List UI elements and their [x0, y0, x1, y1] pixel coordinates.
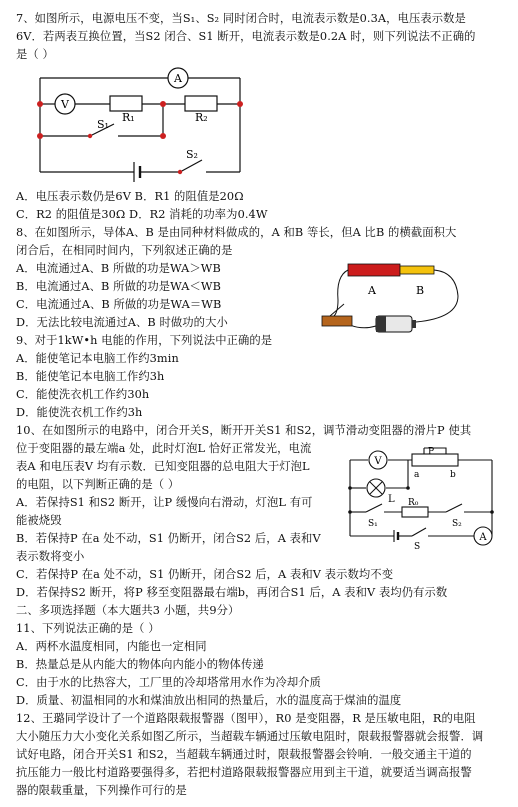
- q10-s-label: S: [414, 542, 421, 550]
- q10-slider-label: P: [428, 447, 435, 457]
- q8-option-c: C．电流通过A、B 所做的功是WA＝WB: [16, 298, 222, 311]
- q11-option-d: D．质量、初温相同的水和煤油放出相同的热量后，水的温度高于煤油的温度: [16, 694, 402, 707]
- q10-s2-label: S₂: [452, 519, 462, 529]
- q11-option-a: A．两杯水温度相同，内能也一定相同: [16, 640, 207, 653]
- q10-option-b-line-2: 表示数将变小: [16, 550, 85, 563]
- q10-option-a-line-1: A．若保持S1 和S2 断开，让P 缓慢向右滑动，灯泡L 有可: [16, 496, 313, 509]
- q12-stem-line-4: 抗压能力一般比村道路要强得多，若把村道路限载报警器应用到主干道，就要适当调高报警: [16, 766, 472, 779]
- q10-stem-line-2: 位于变阻器的最左端a 处，此时灯泡L 恰好正常发光，电流: [16, 442, 312, 455]
- q10-stem-line-1: 10、在如图所示的电路中，闭合开关S，断开开关S1 和S2，调节滑动变阻器的滑片P 使其: [16, 424, 472, 437]
- q8-label-b: B: [416, 284, 425, 297]
- q7-stem-line-3: 是（ ）: [16, 48, 54, 61]
- q9-option-c: C．能使洗衣机工作约30h: [16, 388, 150, 401]
- q10-r0-label: R₀: [408, 498, 419, 508]
- q10-circuit-diagram: [342, 446, 506, 550]
- q10-end-b-label: b: [450, 470, 456, 480]
- q7-stem-line-2: 6V．若两表互换位置，当S2 闭合、S1 断开，电流表示数是0.2A 时，则下列说法不正确的: [16, 30, 476, 43]
- q7-options-line-2: C．R2 的阻值是30Ω D．R2 消耗的功率为0.4W: [16, 208, 268, 221]
- q11-option-b: B．热量总是从内能大的物体向内能小的物体传递: [16, 658, 264, 671]
- q12-stem-line-3: 试好电路，闭合开关S1 和S2，当超载车辆通过时，限载报警器会铃响．一般交通主干道的: [16, 748, 472, 761]
- q12-stem-line-5: 器的限载重量，下列操作可行的是: [16, 784, 187, 797]
- q10-end-a-label: a: [414, 470, 420, 480]
- q9-option-a: A．能使笔记本电脑工作约3min: [16, 352, 179, 365]
- q8-conductor-diagram: [316, 256, 466, 342]
- q10-stem-line-4: 的电阻，以下判断正确的是（ ）: [16, 478, 180, 491]
- q7-voltmeter-icon: V: [61, 98, 69, 111]
- q10-option-a-line-2: 能被烧毁: [16, 514, 62, 527]
- q12-stem-line-2: 大小随压力大小变化关系如图乙所示，当超载车辆通过压敏电阻时，限载报警器就会报警．调: [16, 730, 484, 743]
- q11-option-c: C．由于水的比热容大，工厂里的冷却塔常用水作为冷却介质: [16, 676, 322, 689]
- section-2-heading: 二、多项选择题（本大题共3 小题，共9分）: [16, 604, 240, 617]
- q10-option-b-line-1: B．若保持P 在a 处不动，S1 仍断开，闭合S2 后，A 表和V: [16, 532, 321, 545]
- q9-option-d: D．能使洗衣机工作约3h: [16, 406, 143, 419]
- q8-option-d: D．无法比较电流通过A、B 时做功的大小: [16, 316, 228, 329]
- q8-stem-line-2: 闭合后，在相同时间内，下列叙述正确的是: [16, 244, 233, 257]
- q7-s1-label: S₁: [97, 118, 109, 131]
- q7-stem-line-1: 7、如图所示，电源电压不变，当S₁、S₂ 同时闭合时，电流表示数是0.3A，电压表示数是: [16, 12, 466, 25]
- q10-lamp-label: L: [388, 494, 395, 505]
- q7-ammeter-icon: A: [174, 72, 182, 85]
- q8-label-a: A: [368, 284, 376, 297]
- q10-stem-line-3: 表A 和电压表V 均有示数．已知变阻器的总电阻大于灯泡L: [16, 460, 310, 473]
- q8-stem-line-1: 8、在如图所示，导体A、B 是由同种材料做成的，A 和B 等长，但A 比B 的横截面积大: [16, 226, 457, 239]
- q7-r1-label: R₁: [122, 111, 135, 124]
- q7-r2-label: R₂: [195, 111, 208, 124]
- q7-circuit-diagram: [30, 66, 250, 182]
- q12-stem-line-1: 12、王璐同学设计了一个道路限载报警器（图甲），R0 是变阻器，R 是压敏电阻，R的电阻: [16, 712, 476, 725]
- q10-voltmeter-icon: V: [374, 456, 382, 467]
- q8-option-a: A．电流通过A、B 所做的功是WA＞WB: [16, 262, 221, 275]
- q7-options-line-1: A．电压表示数仍是6V B．R1 的阻值是20Ω: [16, 190, 244, 203]
- q11-stem: 11、下列说法正确的是（ ）: [16, 622, 160, 635]
- q10-ammeter-icon: A: [479, 532, 487, 543]
- q8-option-b: B．电流通过A、B 所做的功是WA＜WB: [16, 280, 222, 293]
- q7-s2-label: S₂: [186, 148, 198, 161]
- q10-s1-label: S₁: [368, 519, 378, 529]
- q10-option-c: C．若保持P 在a 处不动，S1 仍断开，闭合S2 后，A 表和V 表示数均不变: [16, 568, 394, 581]
- q10-option-d: D．若保持S2 断开，将P 移至变阻器最右端b，再闭合S1 后，A 表和V 表均仍有示数: [16, 586, 448, 599]
- q9-stem: 9、对于1kW•h 电能的作用，下列说法中正确的是: [16, 334, 273, 347]
- q9-option-b: B．能使笔记本电脑工作约3h: [16, 370, 165, 383]
